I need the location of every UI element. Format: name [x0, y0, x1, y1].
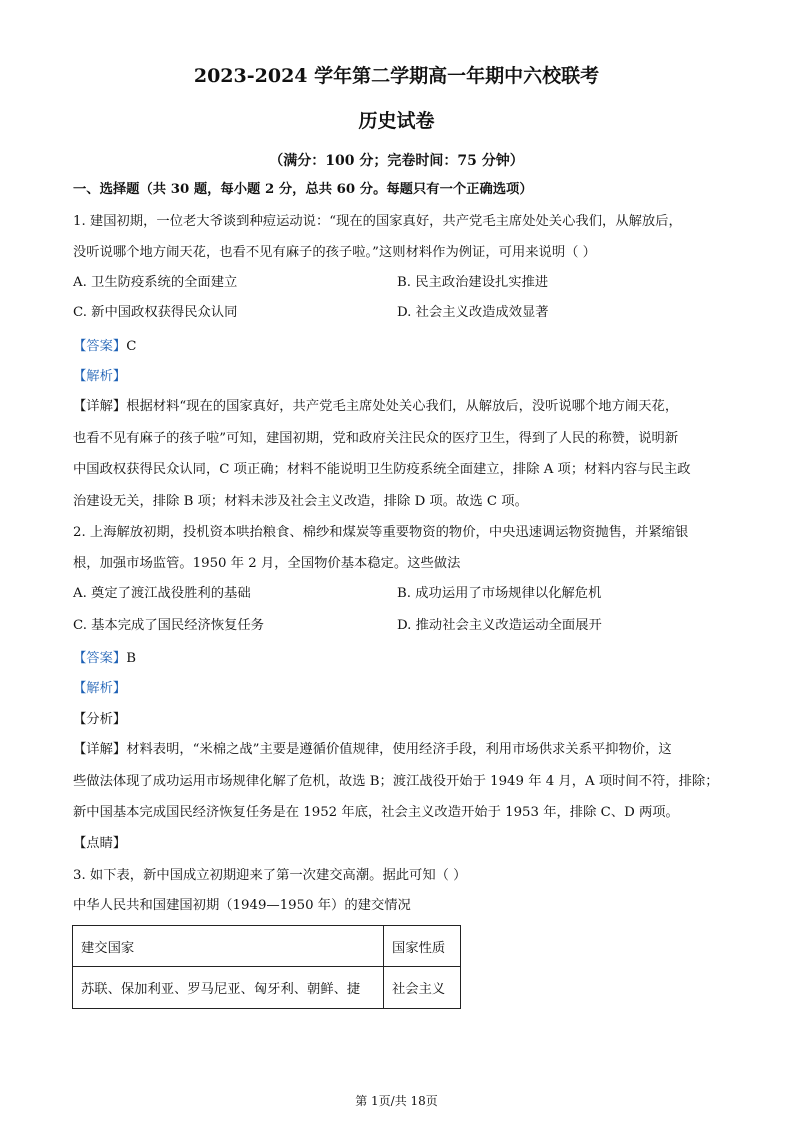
q3-table-caption: 中华人民共和国建国初期（1949—1950 年）的建交情况 [73, 898, 411, 913]
q1-option-b: B. 民主政治建设扎实推进 [397, 275, 549, 290]
q3-stem-line1: 3. 如下表，新中国成立初期迎来了第一次建交高潮。据此可知（ ） [73, 868, 467, 883]
q2-stem-line1: 2. 上海解放初期，投机资本哄抬粮食、棉纱和煤炭等重要物资的物价，中央迅速调运物资抛售，并紧缩银 [73, 525, 689, 540]
q2-answer-line [73, 650, 136, 668]
q1-answer: C [126, 339, 137, 354]
answer-tag: 【答案】 [73, 339, 127, 354]
detail-tag: 【详解】 [73, 399, 127, 414]
q2-option-b: B. 成功运用了市场规律以化解危机 [397, 586, 602, 601]
q1-detail-line2: 也看不见有麻子的孩子啦”可知，建国初期，党和政府关注民众的医疗卫生，得到了人民的称赞，说明新 [73, 431, 679, 446]
diplomatic-relations-table [72, 925, 461, 1009]
q2-option-c: C. 基本完成了国民经济恢复任务 [73, 618, 265, 633]
exam-subtitle: 历史试卷 [358, 110, 435, 132]
table-header-cell: 国家性质 [384, 926, 461, 967]
q1-option-a: A. 卫生防疫系统的全面建立 [73, 275, 238, 290]
q2-option-d: D. 推动社会主义改造运动全面展开 [397, 618, 602, 633]
exam-info: （满分：100 分；完卷时间：75 分钟） [269, 153, 524, 169]
table-cell: 苏联、保加利亚、罗马尼亚、匈牙利、朝鲜、捷 [73, 967, 384, 1009]
q2-option-a: A. 奠定了渡江战役胜利的基础 [73, 586, 251, 601]
page-number: 第 1页/共 18页 [355, 1094, 438, 1108]
q2-detail-text: 材料表明，“米棉之战”主要是遵循价值规律，使用经济手段，利用市场供求关系平抑物价，这 [126, 742, 672, 757]
table-header-cell: 建交国家 [73, 926, 384, 967]
q1-stem-line2: 没听说哪个地方闹天花，也看不见有麻子的孩子啦。”这则材料作为例证，可用来说明（ ） [73, 245, 596, 260]
q1-answer-line [73, 338, 136, 356]
q1-stem-line1: 1. 建国初期，一位老大爷谈到种痘运动说：“现在的国家真好，共产党毛主席处处关心我们，从解放后， [73, 214, 682, 229]
q1-detail-line1 [73, 398, 678, 416]
q2-detail-line3: 新中国基本完成国民经济恢复任务是在 1952 年底，社会主义改造开始于 1953 年，排除 C、D 两项。 [73, 805, 679, 820]
q2-stem-line2: 根，加强市场监管。1950 年 2 月，全国物价基本稳定。这些做法 [73, 556, 461, 571]
analysis-tag: 【解析】 [73, 369, 127, 384]
q1-option-d: D. 社会主义改造成效显著 [397, 305, 549, 320]
table-header-row [73, 926, 461, 967]
answer-tag: 【答案】 [73, 651, 127, 666]
q1-detail-line4: 治建设无关，排除 B 项；材料未涉及社会主义改造，排除 D 项。故选 C 项。 [73, 494, 528, 509]
fenxi-tag: 【分析】 [73, 712, 127, 727]
q1-detail-text: 根据材料“现在的国家真好，共产党毛主席处处关心我们，从解放后，没听说哪个地方闹天花， [126, 399, 679, 414]
q2-answer: B [126, 651, 136, 666]
exam-title: 2023-2024 学年第二学期高一年期中六校联考 [193, 65, 600, 87]
detail-tag: 【详解】 [73, 742, 127, 757]
q1-option-c: C. 新中国政权获得民众认同 [73, 305, 238, 320]
dianjing-tag: 【点睛】 [73, 836, 127, 851]
q2-detail-line2: 些做法体现了成功运用市场规律化解了危机，故选 B；渡江战役开始于 1949 年 4 月，A 项时间不符，排除； [73, 774, 719, 789]
analysis-tag: 【解析】 [73, 681, 127, 696]
table-row [73, 967, 461, 1009]
table-cell: 社会主义 [384, 967, 461, 1009]
section-heading: 一、选择题（共 30 题，每小题 2 分，总共 60 分。每题只有一个正确选项） [73, 182, 533, 197]
q1-detail-line3: 中国政权获得民众认同，C 项正确；材料不能说明卫生防疫系统全面建立，排除 A 项；材料内容与民主政 [73, 462, 691, 477]
q2-detail-line1 [73, 741, 672, 759]
